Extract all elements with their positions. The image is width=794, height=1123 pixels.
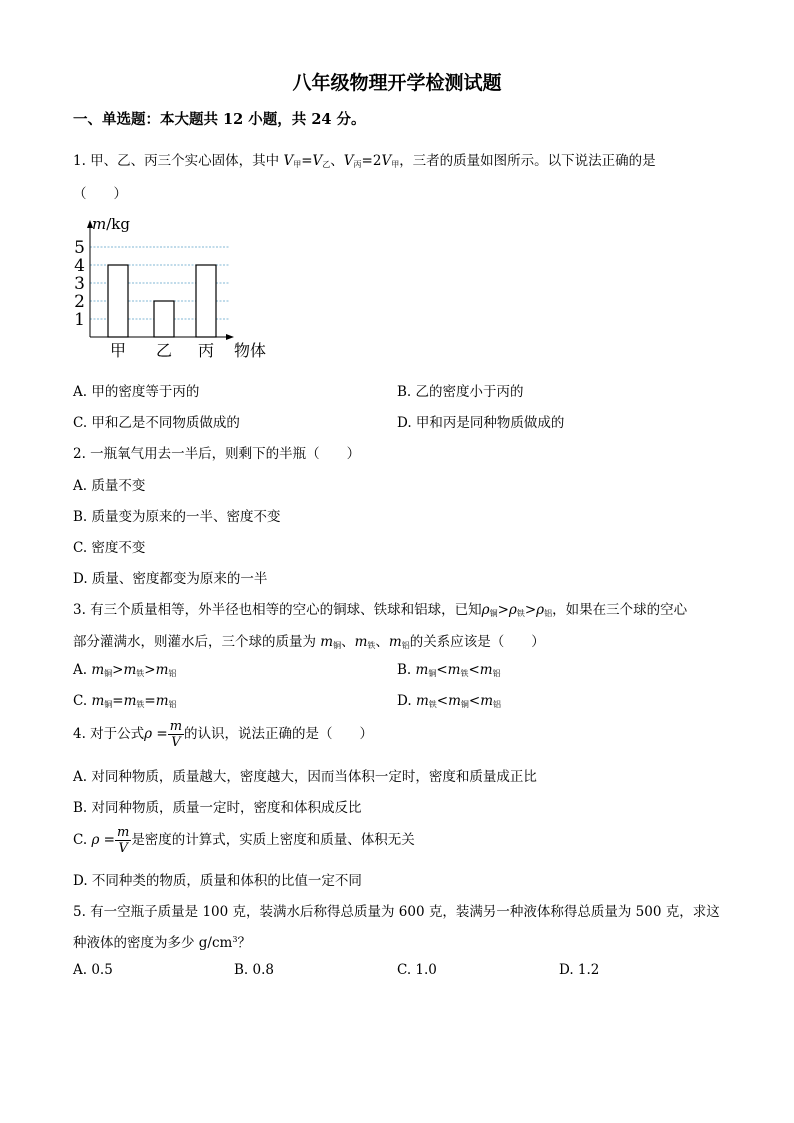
q5-option-c[interactable]: C. 1.0 [397, 962, 437, 978]
sub-tie: 铁 [428, 700, 437, 709]
q4-option-b[interactable]: B. 对同种物质，质量一定时，密度和体积成反比 [73, 800, 362, 816]
var-v: V [381, 153, 392, 169]
gt-sign: > [524, 602, 537, 618]
sub-tong: 铜 [460, 700, 469, 709]
q5-stem-line1: 5. 有一空瓶子质量是 100 克，装满水后称得总质量为 600 克，装满另一种液体称得总质量为 500 克，求这 [73, 904, 720, 920]
q1-option-d[interactable]: D. 甲和丙是同种物质做成的 [397, 415, 565, 431]
rho-symbol: ρ [508, 602, 517, 618]
bar [196, 265, 216, 337]
q2-option-c[interactable]: C. 密度不变 [73, 540, 146, 556]
sub-lv: 铝 [401, 641, 410, 650]
var-m: m [320, 634, 334, 650]
var-m: m [415, 662, 429, 678]
section-heading: 一、单选题：本大题共 12 小题，共 24 分。 [73, 111, 366, 128]
sub-tong: 铜 [428, 669, 437, 678]
var-v: V [312, 153, 323, 169]
var-m: m [91, 662, 105, 678]
sub-jia: 甲 [391, 160, 400, 169]
density-fraction [168, 720, 184, 749]
option-letter: C. [73, 832, 92, 848]
q1-option-b[interactable]: B. 乙的密度小于丙的 [397, 384, 524, 400]
x-axis-arrow-icon [226, 334, 234, 340]
q3-stem-line1 [73, 598, 687, 619]
lt-sign: < [436, 662, 448, 678]
q5-stem-text: ？ [237, 935, 251, 951]
q4-stem [73, 720, 373, 749]
rho-formula: ρ = [91, 832, 115, 848]
density-fraction [115, 826, 131, 855]
var-m: m [91, 693, 105, 709]
q1-answer-paren: （ ） [73, 186, 127, 202]
fraction-numerator: m [116, 825, 130, 840]
var-v: V [343, 153, 354, 169]
q2-stem: 2. 一瓶氧气用去一半后，则剩下的半瓶（ ） [73, 446, 361, 462]
separator: 、 [375, 634, 389, 650]
eq-sign: = [301, 153, 313, 169]
q4-option-c-text: 是密度的计算式，实质上密度和质量、体积无关 [131, 832, 415, 848]
sub-lv: 铝 [168, 700, 177, 709]
rho-symbol: ρ [481, 602, 490, 618]
sub-yi: 乙 [322, 160, 331, 169]
var-m: m [479, 662, 493, 678]
y-axis-var: m [92, 215, 107, 233]
var-m: m [415, 693, 429, 709]
q3-option-c[interactable] [73, 693, 177, 710]
q5-option-d[interactable]: D. 1.2 [559, 962, 600, 978]
bar [154, 301, 174, 337]
y-tick-label: 1 [74, 310, 85, 330]
y-tick-label: 2 [74, 292, 85, 312]
var-m: m [480, 693, 493, 709]
fraction-denominator: V [171, 735, 181, 750]
q3-option-d[interactable] [397, 693, 501, 710]
x-category-label: 甲 [109, 341, 127, 360]
q5-option-b[interactable]: B. 0.8 [234, 962, 274, 978]
eq-sign: = [144, 693, 156, 709]
q3-option-a[interactable] [73, 662, 176, 679]
option-letter: D. [397, 693, 416, 709]
y-tick-label: 5 [74, 238, 85, 258]
fraction-denominator: V [118, 841, 128, 856]
var-v: V [283, 153, 294, 169]
q1-stem-text: ，三者的质量如图所示。以下说法正确的是 [399, 153, 656, 169]
var-m: m [354, 634, 368, 650]
sub-lv: 铝 [492, 669, 501, 678]
eq-sign: = [112, 693, 124, 709]
option-letter: B. [397, 662, 416, 678]
rho-symbol: ρ [536, 602, 545, 618]
q5-option-a[interactable]: A. 0.5 [73, 962, 113, 978]
sub-tie: 铁 [136, 669, 145, 678]
sub-tie: 铁 [136, 700, 145, 709]
q3-stem-text: ，如果在三个球的空心 [552, 602, 688, 618]
y-tick-label: 3 [74, 274, 85, 294]
separator: 、 [341, 634, 355, 650]
sub-jia: 甲 [293, 160, 302, 169]
q4-option-d[interactable]: D. 不同种类的物质，质量和体积的比值一定不同 [73, 873, 362, 889]
q1-option-a[interactable]: A. 甲的密度等于丙的 [73, 384, 200, 400]
q2-option-b[interactable]: B. 质量变为原来的一半、密度不变 [73, 509, 281, 525]
q3-stem-line2 [73, 630, 545, 651]
mass-bar-chart [68, 212, 278, 362]
separator: 、 [330, 153, 344, 169]
var-m: m [448, 693, 461, 709]
rho-formula: ρ = [144, 726, 168, 742]
q1-stem-line1 [73, 149, 656, 170]
q2-option-d[interactable]: D. 质量、密度都变为原来的一半 [73, 571, 268, 587]
q3-stem-text: 3. 有三个质量相等，外半径也相等的空心的铜球、铁球和铝球，已知 [73, 602, 482, 618]
var-m: m [447, 662, 461, 678]
sub-tie: 铁 [460, 669, 469, 678]
q5-stem-line2 [73, 931, 251, 951]
q4-option-a[interactable]: A. 对同种物质，质量越大，密度越大，因而当体积一定时，密度和质量成正比 [73, 769, 537, 785]
eq-sign: =2 [361, 153, 382, 169]
q3-stem-text: 的关系应该是（ ） [409, 634, 545, 650]
lt-sign: < [468, 662, 480, 678]
q2-option-a[interactable]: A. 质量不变 [73, 478, 146, 494]
fraction-numerator: m [169, 719, 183, 734]
q3-option-b[interactable] [397, 662, 501, 679]
option-letter: A. [73, 662, 92, 678]
q4-stem-text: 的认识，说法正确的是（ ） [184, 726, 374, 742]
var-m: m [123, 693, 137, 709]
var-m: m [155, 662, 169, 678]
sub-tong: 铜 [333, 641, 342, 650]
sub-bing: 丙 [353, 160, 362, 169]
x-category-label: 乙 [155, 341, 173, 360]
option-letter: C. [73, 693, 92, 709]
sub-tie: 铁 [516, 609, 525, 618]
sub-tong: 铜 [489, 609, 498, 618]
q5-stem-text: 种液体的密度为多少 g/cm [73, 935, 233, 951]
y-axis-unit: /kg [106, 215, 130, 233]
lt-sign: < [468, 693, 481, 709]
q1-option-c[interactable]: C. 甲和乙是不同物质做成的 [73, 415, 240, 431]
gt-sign: > [497, 602, 509, 618]
y-axis-label [92, 215, 130, 233]
q4-stem-text: 4. 对于公式 [73, 726, 145, 742]
sub-tong: 铜 [104, 669, 113, 678]
superscript-3: 3 [232, 935, 238, 944]
sub-tong: 铜 [104, 700, 113, 709]
lt-sign: < [436, 693, 449, 709]
x-category-label: 丙 [197, 341, 215, 360]
gt-sign: > [144, 662, 156, 678]
var-m: m [155, 693, 169, 709]
bar [108, 265, 128, 337]
gt-sign: > [112, 662, 124, 678]
q3-stem-text: 部分灌满水，则灌水后，三个球的质量为 [73, 634, 321, 650]
q1-stem-text: 1. 甲、乙、丙三个实心固体，其中 [73, 153, 284, 169]
var-m: m [388, 634, 402, 650]
sub-lv: 铝 [544, 609, 553, 618]
y-tick-label: 4 [74, 256, 85, 276]
var-m: m [123, 662, 137, 678]
page-title: 八年级物理开学检测试题 [292, 72, 502, 94]
q4-option-c[interactable] [73, 826, 415, 855]
sub-lv: 铝 [168, 669, 177, 678]
sub-tie: 铁 [367, 641, 376, 650]
x-axis-label: 物体 [234, 341, 267, 360]
sub-lv: 铝 [493, 700, 501, 709]
